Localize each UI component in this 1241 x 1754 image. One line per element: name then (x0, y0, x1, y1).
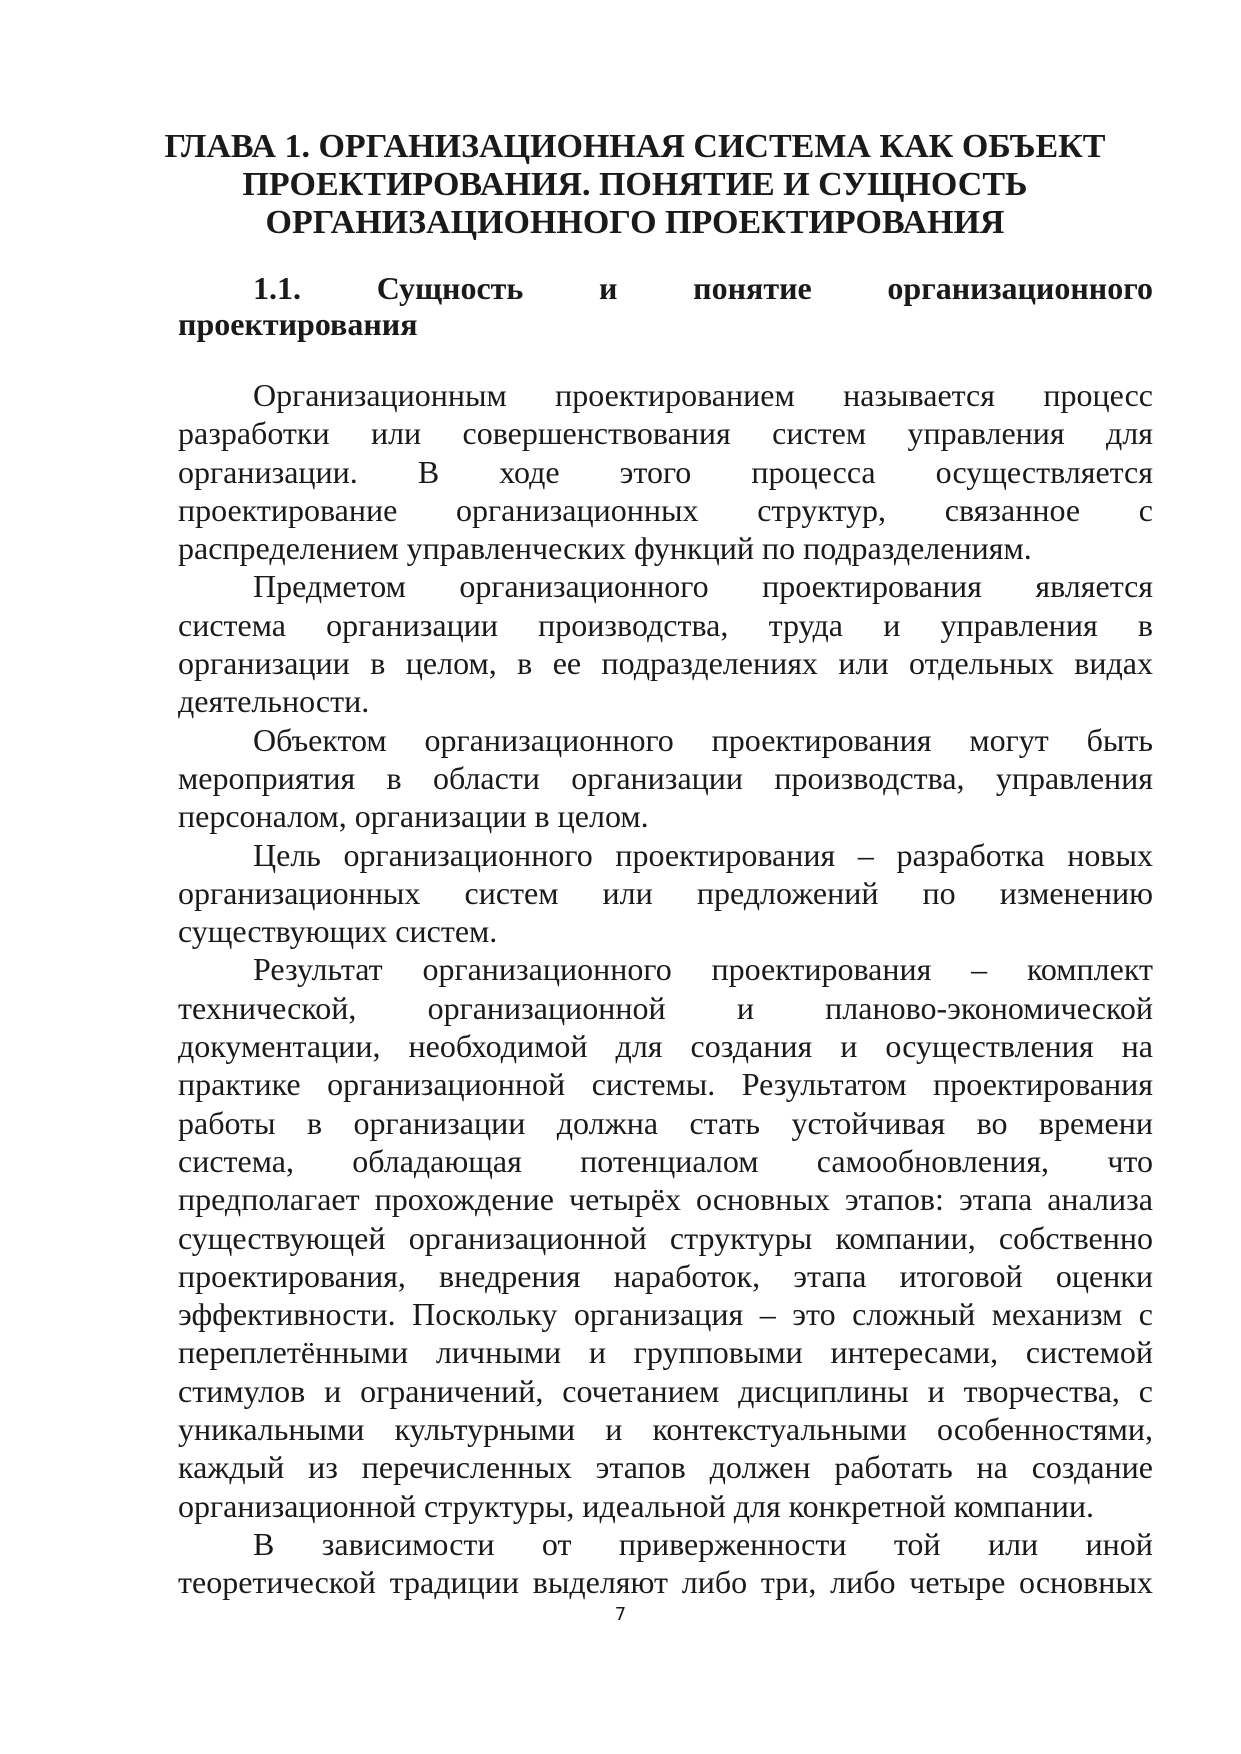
word: потенциалом (580, 1142, 759, 1179)
word: из (308, 1449, 338, 1486)
section-heading (178, 270, 1153, 342)
word: работы (178, 1104, 276, 1141)
word: основных (696, 1181, 830, 1218)
word: механизм (991, 1296, 1123, 1333)
paragraph-line (178, 414, 1153, 452)
word: производства, (774, 759, 965, 796)
word: выделяют (532, 1564, 668, 1601)
word: итоговой (899, 1257, 1023, 1294)
chapter-title (150, 128, 1120, 242)
word: самообновления, (816, 1142, 1050, 1179)
word: это (792, 1296, 836, 1333)
word: эффективности. (178, 1296, 396, 1333)
word: и (736, 989, 754, 1026)
word: проектированием (555, 377, 795, 413)
word: дисциплины (738, 1372, 909, 1409)
word: времени (1038, 1104, 1153, 1141)
word: Результат (253, 951, 383, 988)
section-word: понятие (693, 270, 812, 306)
word: осуществления (885, 1028, 1094, 1065)
word: организации (178, 645, 350, 682)
word: системой (1025, 1334, 1153, 1371)
word: что (1107, 1142, 1153, 1179)
word: структур, (757, 491, 887, 528)
word: этапов: (844, 1181, 944, 1218)
word: предполагает (178, 1181, 360, 1218)
word: организационного (424, 721, 674, 758)
word: этапов (595, 1449, 686, 1486)
word: работать (834, 1449, 953, 1486)
word: творчества, (963, 1372, 1120, 1409)
word: Объектом (253, 721, 387, 758)
paragraph-line (178, 491, 1153, 529)
paragraph-line: распределением управленческих функций по подразделениям. (178, 530, 1032, 567)
word: на (976, 1449, 1008, 1486)
word: управления (907, 415, 1065, 452)
paragraph-line: существующих систем. (178, 913, 498, 950)
word: осуществляется (935, 453, 1153, 490)
paragraph-line: организационной структуры, идеальной для конкретной компании. (178, 1487, 1094, 1524)
word: и (605, 1411, 623, 1448)
word: от (541, 1525, 572, 1562)
word: оценки (1055, 1257, 1153, 1294)
word: должна (556, 1104, 659, 1141)
body-text (178, 376, 1153, 1602)
word: или (602, 874, 653, 911)
word: той (893, 1525, 941, 1562)
word: наработок, (613, 1257, 761, 1294)
word: и (883, 606, 901, 643)
word: – (857, 836, 874, 873)
word: проектирования, (178, 1257, 406, 1294)
word: могут (969, 721, 1049, 758)
paragraph-line: персоналом, организации в целом. (178, 798, 649, 835)
word: либо (830, 1564, 896, 1601)
word: должен (709, 1449, 811, 1486)
paragraph-line (178, 567, 1153, 605)
paragraph (178, 836, 1153, 951)
word: проектирования (615, 836, 836, 873)
word: особенностями, (937, 1411, 1153, 1448)
paragraph-line (178, 1295, 1153, 1333)
word: управления (940, 606, 1098, 643)
chapter-title-line: ОРГАНИЗАЦИОННОГО ПРОЕКТИРОВАНИЯ (265, 204, 1005, 241)
word: систем (464, 874, 559, 911)
word: ограничений, (360, 1372, 544, 1409)
section-number: 1.1. (253, 270, 301, 306)
word: собственно (998, 1219, 1153, 1256)
word: структуры (669, 1219, 813, 1256)
paragraph-line (178, 1257, 1153, 1295)
word: предложений (696, 874, 879, 911)
word: планово-экономической (825, 989, 1153, 1026)
paragraph (178, 721, 1153, 836)
word: этапа (793, 1257, 867, 1294)
paragraph-line (178, 376, 1153, 414)
word: традиции (389, 1564, 519, 1601)
word: практике (178, 1066, 301, 1103)
word: каждый (178, 1449, 285, 1486)
word: компании, (835, 1219, 976, 1256)
word: комплект (1026, 951, 1153, 988)
word: – (759, 1296, 776, 1333)
word: этого (619, 453, 692, 490)
word: или (987, 1525, 1039, 1562)
word: переплетёнными (178, 1334, 409, 1371)
word: этапа (958, 1181, 1033, 1218)
word: во (976, 1104, 1008, 1141)
paragraph-line (178, 874, 1153, 912)
word: Поскольку (412, 1296, 558, 1333)
word: и (840, 1028, 858, 1065)
page-number: 7 (614, 1604, 627, 1625)
section-word: организационного (887, 270, 1153, 306)
chapter-title-line: ГЛАВА 1. ОРГАНИЗАЦИОННАЯ СИСТЕМА КАК ОБЪЕКТ (164, 128, 1106, 165)
word: стать (689, 1104, 760, 1141)
word: отдельных (909, 645, 1054, 682)
word: организационной (427, 989, 666, 1026)
word: мероприятия (178, 759, 356, 796)
section-heading-first-line (178, 270, 1153, 306)
word: с (1138, 1372, 1153, 1409)
word: проектирования (933, 1066, 1153, 1103)
word: или (838, 645, 889, 682)
word: интересами, (830, 1334, 999, 1371)
word: в (386, 759, 402, 796)
word: управления (995, 759, 1153, 796)
word: организационных (456, 491, 699, 528)
word: связанное (944, 491, 1081, 528)
word: система, (178, 1142, 294, 1179)
word: три, (760, 1564, 817, 1601)
word: организации (326, 606, 498, 643)
paragraph-line (178, 1104, 1153, 1142)
word: с (1138, 491, 1153, 528)
paragraph (178, 376, 1153, 567)
word: проектирования (762, 568, 982, 605)
word: разработка (896, 836, 1045, 873)
word: перечисленных (361, 1449, 572, 1486)
word: групповыми (633, 1334, 803, 1371)
paragraph-line (178, 1180, 1153, 1218)
word: организационных (178, 874, 421, 911)
paragraph-line (178, 644, 1153, 682)
word: подразделениях (601, 645, 818, 682)
word: технической, (178, 989, 357, 1026)
word: Организационным (253, 377, 507, 413)
word: организационной (327, 1066, 566, 1103)
paragraph-line (178, 1410, 1153, 1448)
word: является (1035, 568, 1153, 605)
word: Цель (253, 836, 321, 873)
paragraph-line (178, 1525, 1153, 1563)
paragraph (178, 950, 1153, 1524)
word: документации, (178, 1028, 381, 1065)
word: создания (690, 1028, 813, 1065)
word: внедрения (438, 1257, 581, 1294)
word: контекстуальными (652, 1411, 907, 1448)
word: основных (1019, 1564, 1153, 1601)
section-heading-continuation: проектирования (178, 306, 418, 342)
paragraph-line (178, 836, 1153, 874)
word: быть (1086, 721, 1153, 758)
word: анализа (1047, 1181, 1153, 1218)
word: Предметом (253, 568, 406, 605)
word: ее (552, 645, 582, 682)
word: сочетанием (562, 1372, 720, 1409)
paragraph-line: деятельности. (178, 683, 370, 720)
word: проектирования (711, 721, 932, 758)
word: ходе (499, 453, 560, 490)
section-word: Сущность (376, 270, 524, 306)
word: процесс (1043, 377, 1153, 413)
word: организационного (422, 951, 672, 988)
word: по (922, 874, 956, 911)
word: теоретической (178, 1564, 376, 1601)
word: для (1106, 415, 1153, 452)
paragraph-line (178, 453, 1153, 491)
paragraph-line (178, 1333, 1153, 1371)
word: и (588, 1334, 607, 1371)
paragraph-line (178, 606, 1153, 644)
section-word: и (599, 270, 618, 306)
word: сложный (852, 1296, 976, 1333)
paragraph-line (178, 1563, 1153, 1601)
word: на (1121, 1028, 1153, 1065)
word: обладающая (352, 1142, 522, 1179)
word: в (370, 645, 386, 682)
word: прохождение (374, 1181, 554, 1218)
word: приверженности (618, 1525, 847, 1562)
word: и (324, 1372, 342, 1409)
word: для (615, 1028, 663, 1065)
word: разработки (178, 415, 330, 452)
word: организации (353, 1104, 526, 1141)
paragraph-line (178, 989, 1153, 1027)
word: иной (1085, 1525, 1153, 1562)
paragraph (178, 567, 1153, 720)
word: уникальными (178, 1411, 365, 1448)
word: видах (1074, 645, 1153, 682)
word: необходимой (408, 1028, 588, 1065)
word: или (370, 415, 422, 452)
word: В (253, 1525, 275, 1562)
word: системы. (591, 1066, 716, 1103)
word: новых (1067, 836, 1153, 873)
word: Результатом (741, 1066, 907, 1103)
paragraph-line (178, 1448, 1153, 1486)
paragraph-line (178, 1372, 1153, 1410)
word: – (971, 951, 988, 988)
word: четырёх (569, 1181, 681, 1218)
word: совершенствования (462, 415, 731, 452)
word: организационного (459, 568, 709, 605)
paragraph-line (178, 1219, 1153, 1257)
word: систем (772, 415, 867, 452)
word: изменению (999, 874, 1153, 911)
word: в (1137, 606, 1153, 643)
word: организационной (408, 1219, 647, 1256)
word: целом, (405, 645, 497, 682)
word: организация (573, 1296, 744, 1333)
word: проектирования (711, 951, 932, 988)
word: труда (768, 606, 843, 643)
paragraph-line (178, 1065, 1153, 1103)
word: в (306, 1104, 323, 1141)
word: называется (843, 377, 995, 413)
word: области (432, 759, 540, 796)
paragraph-line (178, 721, 1153, 759)
word: процесса (751, 453, 876, 490)
paragraph-line (178, 1027, 1153, 1065)
word: создание (1031, 1449, 1153, 1486)
paragraph (178, 1525, 1153, 1602)
paragraph-line (178, 1142, 1153, 1180)
word: и (927, 1372, 945, 1409)
paragraph-line (178, 759, 1153, 797)
word: зависимости (321, 1525, 495, 1562)
word: устойчивая (791, 1104, 946, 1141)
chapter-title-line: ПРОЕКТИРОВАНИЯ. ПОНЯТИЕ И СУЩНОСТЬ (242, 166, 1028, 203)
word: в (517, 645, 533, 682)
word: либо (681, 1564, 748, 1601)
word: культурными (394, 1411, 576, 1448)
word: организации (571, 759, 744, 796)
word: проектирование (178, 491, 398, 528)
word: В (417, 453, 440, 490)
word: с (1138, 1296, 1153, 1333)
paragraph-line (178, 950, 1153, 988)
word: существующей (178, 1219, 386, 1256)
word: производства, (538, 606, 729, 643)
word: стимулов (178, 1372, 306, 1409)
word: система (178, 606, 286, 643)
word: организационного (343, 836, 593, 873)
word: личными (435, 1334, 562, 1371)
word: организации. (178, 453, 358, 490)
word: четыре (909, 1564, 1006, 1601)
